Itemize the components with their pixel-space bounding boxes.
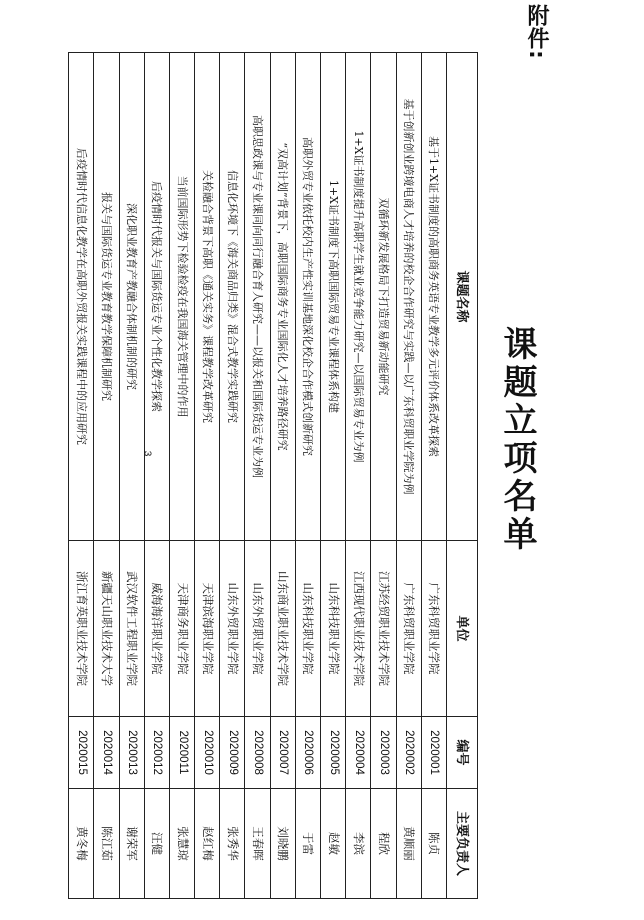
cell-project-name: 深化职业教育产教融合体制机制的研究 [119, 53, 144, 541]
cell-unit: 山东外贸职业学院 [220, 541, 245, 717]
cell-unit: 广东科贸职业学院 [421, 541, 446, 717]
cell-project-name: 当前国际形势下检验检疫在我国海关管理中的作用 [169, 53, 194, 541]
cell-number: 2020005 [321, 717, 346, 789]
cell-number: 2020006 [295, 717, 320, 789]
page-number: 3 [141, 450, 153, 457]
cell-lead: 刘晓鹏 [270, 789, 295, 899]
cell-unit: 山东科技职业学院 [321, 541, 346, 717]
table-body [69, 53, 447, 899]
cell-lead: 陈贞 [421, 789, 446, 899]
cell-lead: 赵红梅 [195, 789, 220, 899]
header-project-name: 课题名称 [447, 53, 478, 541]
cell-number: 2020003 [371, 717, 396, 789]
cell-number: 2020013 [119, 717, 144, 789]
cell-lead: 张秀华 [220, 789, 245, 899]
cell-unit: 浙江育英职业技术学院 [69, 541, 94, 717]
table-row [321, 53, 346, 899]
cell-number: 2020014 [94, 717, 119, 789]
page-title: 课题立项名单 [497, 326, 537, 554]
table-row [421, 53, 446, 899]
project-list-table [68, 52, 478, 899]
cell-project-name: 1+X证书制度下高职国际贸易专业课程体系构建 [321, 53, 346, 541]
project-list-table-container [68, 52, 478, 898]
cell-number: 2020009 [220, 717, 245, 789]
header-lead: 主要负责人 [447, 789, 478, 899]
attachment-label: 附件: [524, 4, 549, 60]
cell-number: 2020007 [270, 717, 295, 789]
cell-unit: 武汉软件工程职业学院 [119, 541, 144, 717]
cell-project-name: 高职外贸专业依托校内生产性实训基地深化校企合作模式创新研究 [295, 53, 320, 541]
cell-number: 2020002 [396, 717, 421, 789]
cell-lead: 于雷 [295, 789, 320, 899]
cell-lead: 陈江茹 [94, 789, 119, 899]
cell-number: 2020015 [69, 717, 94, 789]
table-row [270, 53, 295, 899]
cell-unit: 威海海洋职业学院 [144, 541, 169, 717]
cell-unit: 山东商业职业技术学院 [270, 541, 295, 717]
table-header-row [447, 53, 478, 899]
cell-lead: 谢荣军 [119, 789, 144, 899]
table-row [195, 53, 220, 899]
table-row [169, 53, 194, 899]
header-unit: 单位 [447, 541, 478, 717]
cell-number: 2020008 [245, 717, 270, 789]
cell-number: 2020004 [346, 717, 371, 789]
cell-project-name: 后疫情时代信息化教学在高职外贸报关实践课程中的应用研究 [69, 53, 94, 541]
cell-project-name: 报关与国际货运专业教育教学保障机制研究 [94, 53, 119, 541]
table-row [245, 53, 270, 899]
cell-unit: 天津滨海职业学院 [195, 541, 220, 717]
cell-lead: 汪健 [144, 789, 169, 899]
cell-project-name: 双循环新发展格局下打造贸易新动能研究 [371, 53, 396, 541]
table-row [69, 53, 94, 899]
cell-project-name: 信息化环境下《海关商品归类》混合式教学实践研究 [220, 53, 245, 541]
cell-unit: 江苏经贸职业技术学院 [371, 541, 396, 717]
table-row [144, 53, 169, 899]
cell-lead: 黄顺丽 [396, 789, 421, 899]
cell-number: 2020010 [195, 717, 220, 789]
cell-unit: 广东科贸职业学院 [396, 541, 421, 717]
cell-lead: 赵敏 [321, 789, 346, 899]
cell-project-name: 关检融合背景下高职《通关实务》课程教学改革研究 [195, 53, 220, 541]
table-row [396, 53, 421, 899]
cell-project-name: 后疫情时代报关与国际货运专业个性化教学探索 [144, 53, 169, 541]
cell-unit: 江西现代职业技术学院 [346, 541, 371, 717]
table-row [346, 53, 371, 899]
cell-project-name: 1+X证书制度提升高职学生就业竞争能力研究—以国际贸易专业为例 [346, 53, 371, 541]
table-row [94, 53, 119, 899]
cell-lead: 张慧琼 [169, 789, 194, 899]
cell-lead: 李滨 [346, 789, 371, 899]
cell-project-name: 高职思政课与专业课同向同行融合育人研究——以报关和国际货运专业为例 [245, 53, 270, 541]
table-row [119, 53, 144, 899]
cell-number: 2020001 [421, 717, 446, 789]
cell-lead: 黄冬梅 [69, 789, 94, 899]
cell-number: 2020011 [169, 717, 194, 789]
cell-lead: 程欣 [371, 789, 396, 899]
table-row [220, 53, 245, 899]
cell-unit: 新疆天山职业技术大学 [94, 541, 119, 717]
cell-lead: 王春晖 [245, 789, 270, 899]
table-row [295, 53, 320, 899]
table-row [371, 53, 396, 899]
cell-unit: 山东科技职业学院 [295, 541, 320, 717]
cell-unit: 天津商务职业学院 [169, 541, 194, 717]
cell-project-name: 基于创新创业跨境电商人才培养的校企合作研究与实践—以广东科贸职业学院为例 [396, 53, 421, 541]
cell-project-name: “双高计划”背景下，高职国际商务专业国际化人才培养路径研究 [270, 53, 295, 541]
cell-unit: 山东外贸职业学院 [245, 541, 270, 717]
header-number: 编号 [447, 717, 478, 789]
cell-project-name: 基于1+X证书制度的高职商务英语专业教学多元评价体系改革探索 [421, 53, 446, 541]
cell-number: 2020012 [144, 717, 169, 789]
